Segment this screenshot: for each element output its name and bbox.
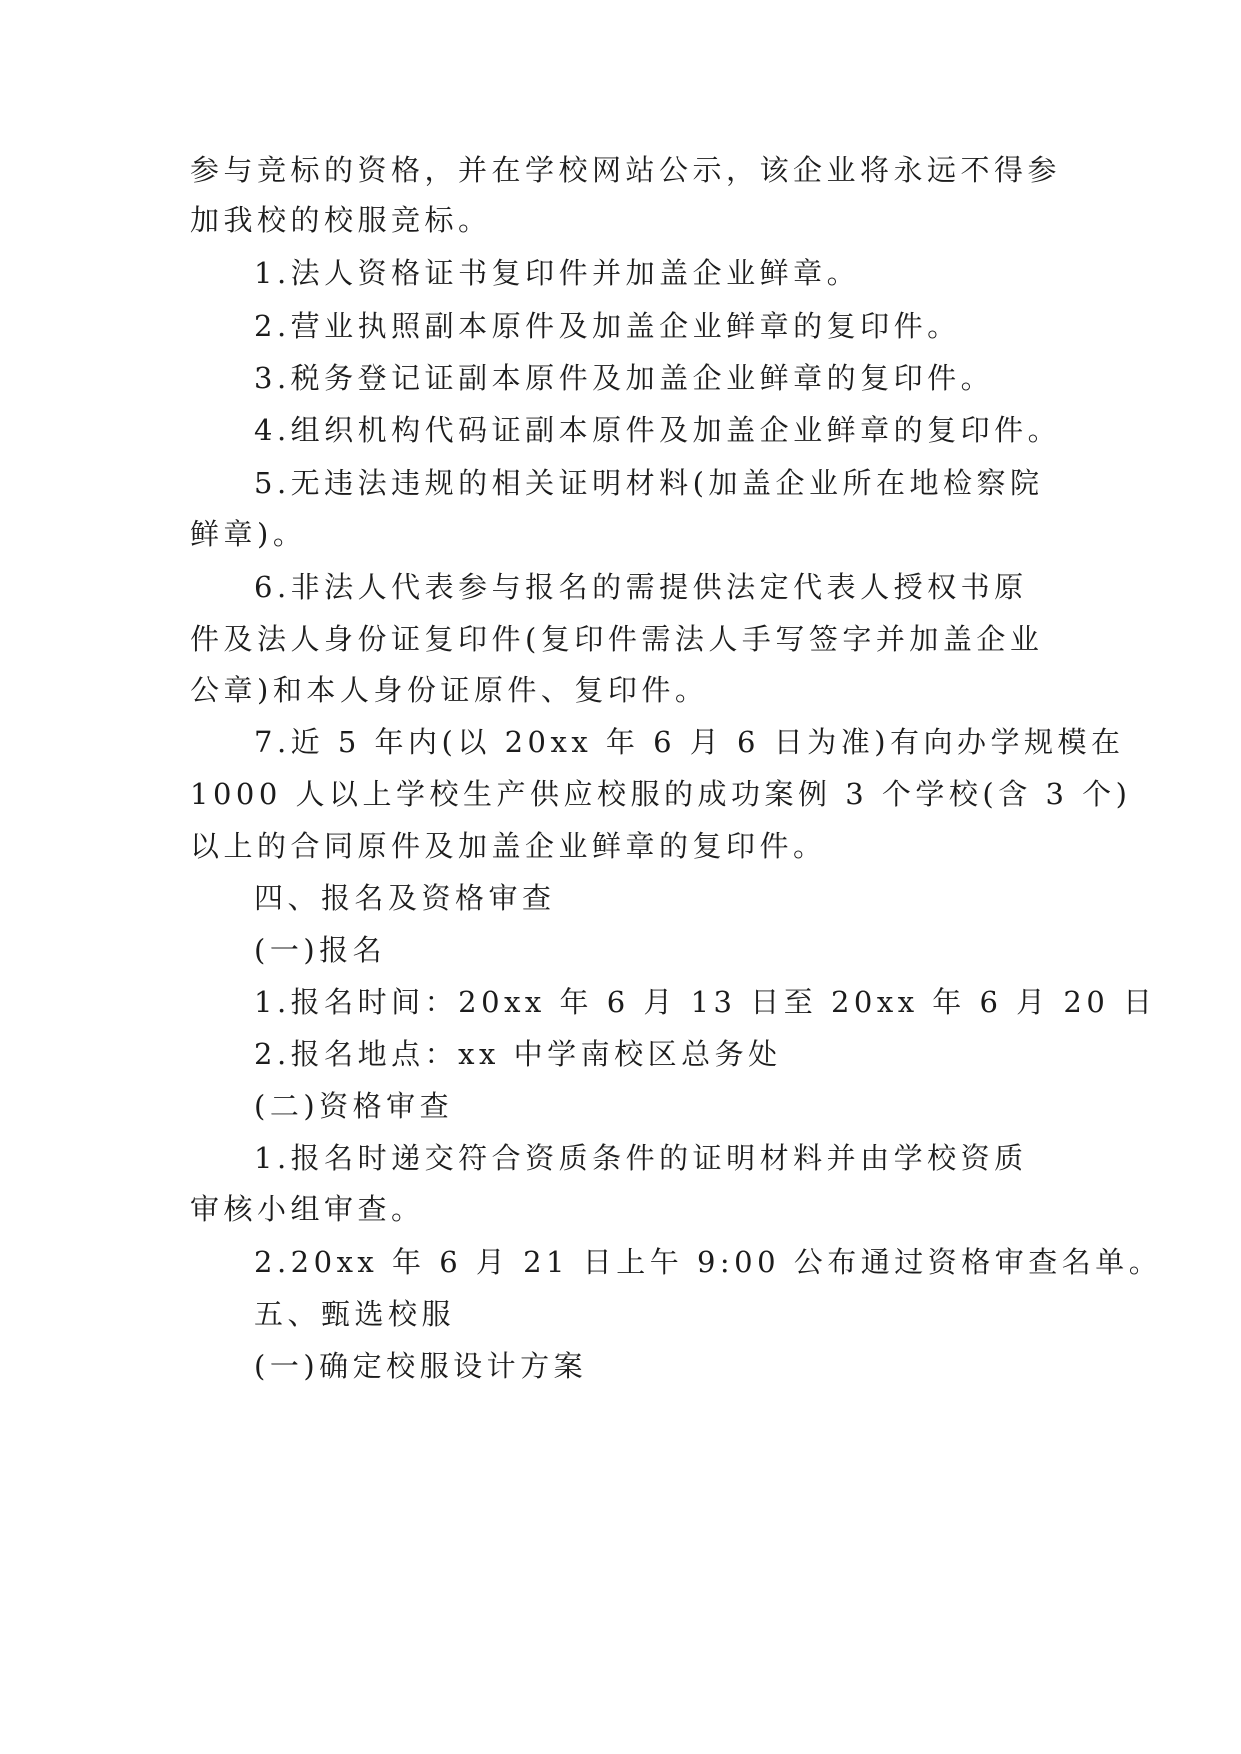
text-line: 以上的合同原件及加盖企业鲜章的复印件。 <box>190 829 827 863</box>
text-line: 审核小组审查。 <box>190 1192 425 1226</box>
list-item: 1.报名时递交符合资质条件的证明材料并由学校资质 <box>254 1141 1028 1175</box>
subsection-heading: (二)资格审查 <box>254 1089 454 1123</box>
list-item: 1.法人资格证书复印件并加盖企业鲜章。 <box>254 256 861 290</box>
list-item: 4.组织机构代码证副本原件及加盖企业鲜章的复印件。 <box>254 413 1062 447</box>
text-line: 鲜章)。 <box>190 517 307 551</box>
list-item: 6.非法人代表参与报名的需提供法定代表人授权书原 <box>254 570 1028 604</box>
list-item: 2.报名地点：xx 中学南校区总务处 <box>254 1037 782 1071</box>
section-heading: 五、甄选校服 <box>254 1297 456 1331</box>
list-item: 1.报名时间：20xx 年 6 月 13 日至 20xx 年 6 月 20 日 <box>254 985 1157 1019</box>
text-line: 加我校的校服竞标。 <box>190 203 492 237</box>
text-line: 1000 人以上学校生产供应校服的成功案例 3 个学校(含 3 个) <box>190 777 1132 811</box>
list-item: 5.无违法违规的相关证明材料(加盖企业所在地检察院 <box>254 466 1044 500</box>
list-item: 2.20xx 年 6 月 21 日上午 9:00 公布通过资格审查名单。 <box>254 1245 1163 1279</box>
list-item: 2.营业执照副本原件及加盖企业鲜章的复印件。 <box>254 309 961 343</box>
subsection-heading: (一)报名 <box>254 933 387 967</box>
list-item: 7.近 5 年内(以 20xx 年 6 月 6 日为准)有向办学规模在 <box>254 725 1125 759</box>
text-line: 参与竞标的资格，并在学校网站公示，该企业将永远不得参 <box>190 153 1062 187</box>
subsection-heading: (一)确定校服设计方案 <box>254 1349 588 1383</box>
text-line: 件及法人身份证复印件(复印件需法人手写签字并加盖企业 <box>190 622 1044 656</box>
list-item: 3.税务登记证副本原件及加盖企业鲜章的复印件。 <box>254 361 995 395</box>
text-line: 公章)和本人身份证原件、复印件。 <box>190 673 709 707</box>
section-heading: 四、报名及资格审查 <box>254 881 556 915</box>
